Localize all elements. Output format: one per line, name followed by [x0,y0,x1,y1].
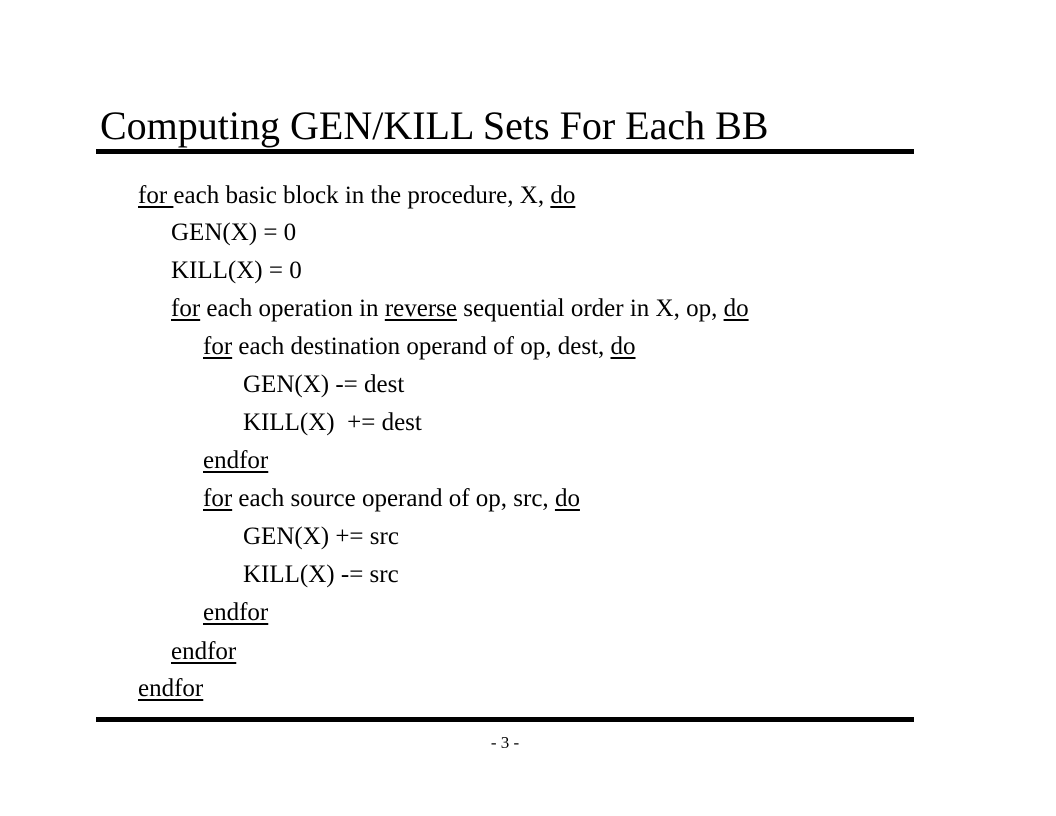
code-line-12 [203,598,268,628]
code-line-13 [171,637,236,667]
code-text: each basic block in the procedure, X, [173,182,551,209]
code-line-7: KILL(X) += dest [243,409,422,436]
keyword-endfor: endfor [203,599,269,626]
keyword-for: for [138,182,174,209]
keyword-endfor: endfor [138,675,204,702]
code-text: sequential order in X, op, [456,295,724,322]
keyword-do: do [554,485,580,512]
keyword-do: do [723,295,749,322]
code-text: each source operand of op, src, [232,485,555,512]
keyword-reverse: reverse [384,295,457,322]
code-line-3: KILL(X) = 0 [171,257,302,284]
footer-divider [96,717,914,722]
keyword-for: for [203,333,233,360]
code-line-10: GEN(X) += src [243,523,399,550]
code-text: each operation in [200,295,385,322]
code-line-14 [138,674,203,704]
code-text: each destination operand of op, dest, [232,333,611,360]
code-line-5 [203,332,636,362]
code-line-8 [203,446,268,476]
keyword-do: do [550,182,576,209]
page-number: - 3 - [490,733,520,752]
code-line-1 [138,181,575,211]
code-line-4 [171,294,749,324]
slide-title: Computing GEN/KILL Sets For Each BB [100,103,769,148]
code-line-6: GEN(X) -= dest [243,371,405,398]
keyword-endfor: endfor [171,638,237,665]
keyword-do: do [610,333,636,360]
keyword-endfor: endfor [203,447,269,474]
code-line-2: GEN(X) = 0 [171,219,297,246]
keyword-for: for [171,295,201,322]
code-line-9 [203,484,580,514]
title-divider [96,149,914,154]
code-line-11: KILL(X) -= src [243,561,399,588]
keyword-for: for [203,485,233,512]
